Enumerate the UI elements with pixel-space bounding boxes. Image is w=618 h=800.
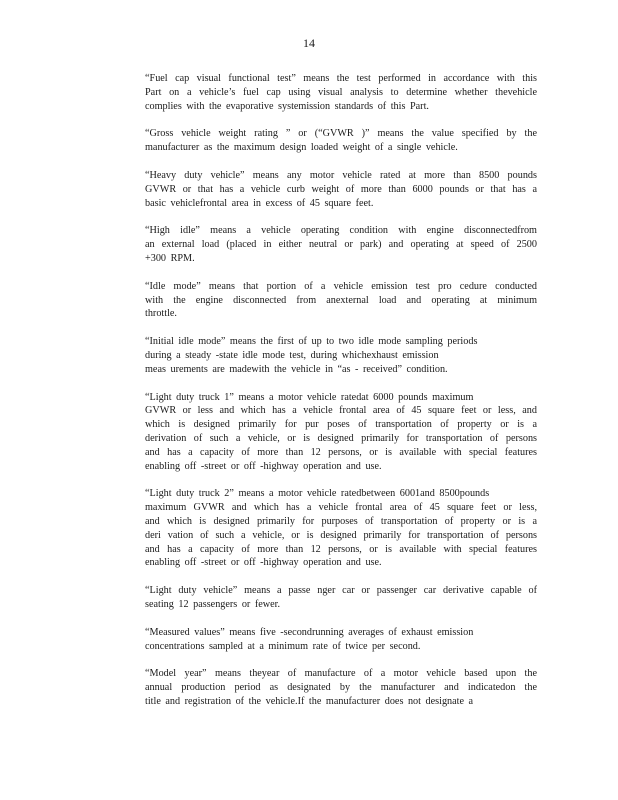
text-line: which is designed primarily for pur poses of transportation of property or is a: [145, 419, 537, 431]
text-line: derivation of such a vehicle, or is designed primarily for transportation of persons: [145, 432, 537, 444]
text-line: “Light duty truck 2” means a motor vehicle ratedbetween 6001and 8500pounds: [145, 488, 490, 500]
text-line: with the engine disconnected from anexternal load and operating at minimum: [145, 294, 537, 306]
definition-paragraph: [145, 667, 537, 708]
text-line: “Initial idle mode” means the first of up to two idle mode sampling periods: [145, 336, 478, 348]
text-line: basic vehiclefrontal area in excess of 45 square feet.: [145, 197, 374, 209]
text-line: GVWR or that has a vehicle curb weight of more than 6000 pounds or that has a: [145, 183, 537, 195]
definition-paragraph: [145, 487, 537, 570]
text-line: and which is designed primarily for purposes of transportation of property or is a: [145, 515, 537, 527]
text-line: enabling off -street or off -highway operation and use.: [145, 460, 382, 472]
text-line: “Measured values” means five -secondrunning averages of exhaust emission: [145, 626, 474, 638]
text-line: “Model year” means theyear of manufacture of a motor vehicle based upon the: [145, 668, 537, 680]
text-line: “Idle mode” means that portion of a vehicle emission test pro cedure conducted: [145, 280, 537, 292]
text-line: an external load (placed in either neutral or park) and operating at speed of 2500: [145, 239, 537, 251]
definition-paragraph: [145, 72, 537, 113]
text-line: seating 12 passengers or fewer.: [145, 598, 281, 610]
text-line: meas urements are madewith the vehicle in “as - received” condition.: [145, 363, 448, 375]
text-line: throttle.: [145, 308, 177, 320]
definition-paragraph: [145, 169, 537, 210]
text-line: concentrations sampled at a minimum rate of twice per second.: [145, 640, 421, 652]
text-line: “Gross vehicle weight rating ” or (“GVWR )” means the value specified by the: [145, 128, 537, 140]
text-line: annual production period as designated by the manufacturer and indicatedon the: [145, 682, 537, 694]
definition-paragraph: [145, 626, 537, 654]
text-line: GVWR or less and which has a vehicle frontal area of 45 square feet or less, and: [145, 405, 537, 417]
definition-paragraph: [145, 280, 537, 321]
text-line: and has a capacity of more than 12 persons, or is available with special features: [145, 543, 537, 555]
text-line: “High idle” means a vehicle operating condition with engine disconnectedfrom: [145, 225, 537, 237]
text-line: “Light duty truck 1” means a motor vehicle ratedat 6000 pounds maximum: [145, 391, 474, 403]
text-line: “Heavy duty vehicle” means any motor vehicle rated at more than 8500 pounds: [145, 169, 537, 181]
text-line: during a steady -state idle mode test, during whichexhaust emission: [145, 349, 439, 361]
definition-paragraph: [145, 224, 537, 265]
text-line: maximum GVWR and which has a vehicle frontal area of 45 square feet or less,: [145, 502, 537, 514]
definition-paragraph: [145, 335, 537, 376]
text-line: “Light duty vehicle” means a passe nger car or passenger car derivative capable of: [145, 585, 537, 597]
text-line: “Fuel cap visual functional test” means the test performed in accordance with this: [145, 73, 537, 84]
definitions-body: [145, 72, 537, 723]
definition-paragraph: [145, 127, 537, 155]
text-line: deri vation of such a vehicle, or is designed primarily for transportation of persons: [145, 529, 537, 541]
text-line: +300 RPM.: [145, 252, 195, 264]
text-line: complies with the evaporative systemission standards of this Part.: [145, 100, 429, 112]
text-line: and has a capacity of more than 12 persons, or is available with special features: [145, 446, 537, 458]
page-number: 14: [303, 36, 315, 50]
text-line: title and registration of the vehicle.If the manufacturer does not designate a: [145, 695, 474, 707]
text-line: Part on a vehicle’s fuel cap using visual analysis to determine whether thevehicle: [145, 86, 537, 98]
definition-paragraph: [145, 584, 537, 612]
definition-paragraph: [145, 391, 537, 474]
text-line: manufacturer as the maximum design loaded weight of a single vehicle.: [145, 142, 458, 154]
text-line: enabling off -street or off -highway operation and use.: [145, 557, 382, 569]
